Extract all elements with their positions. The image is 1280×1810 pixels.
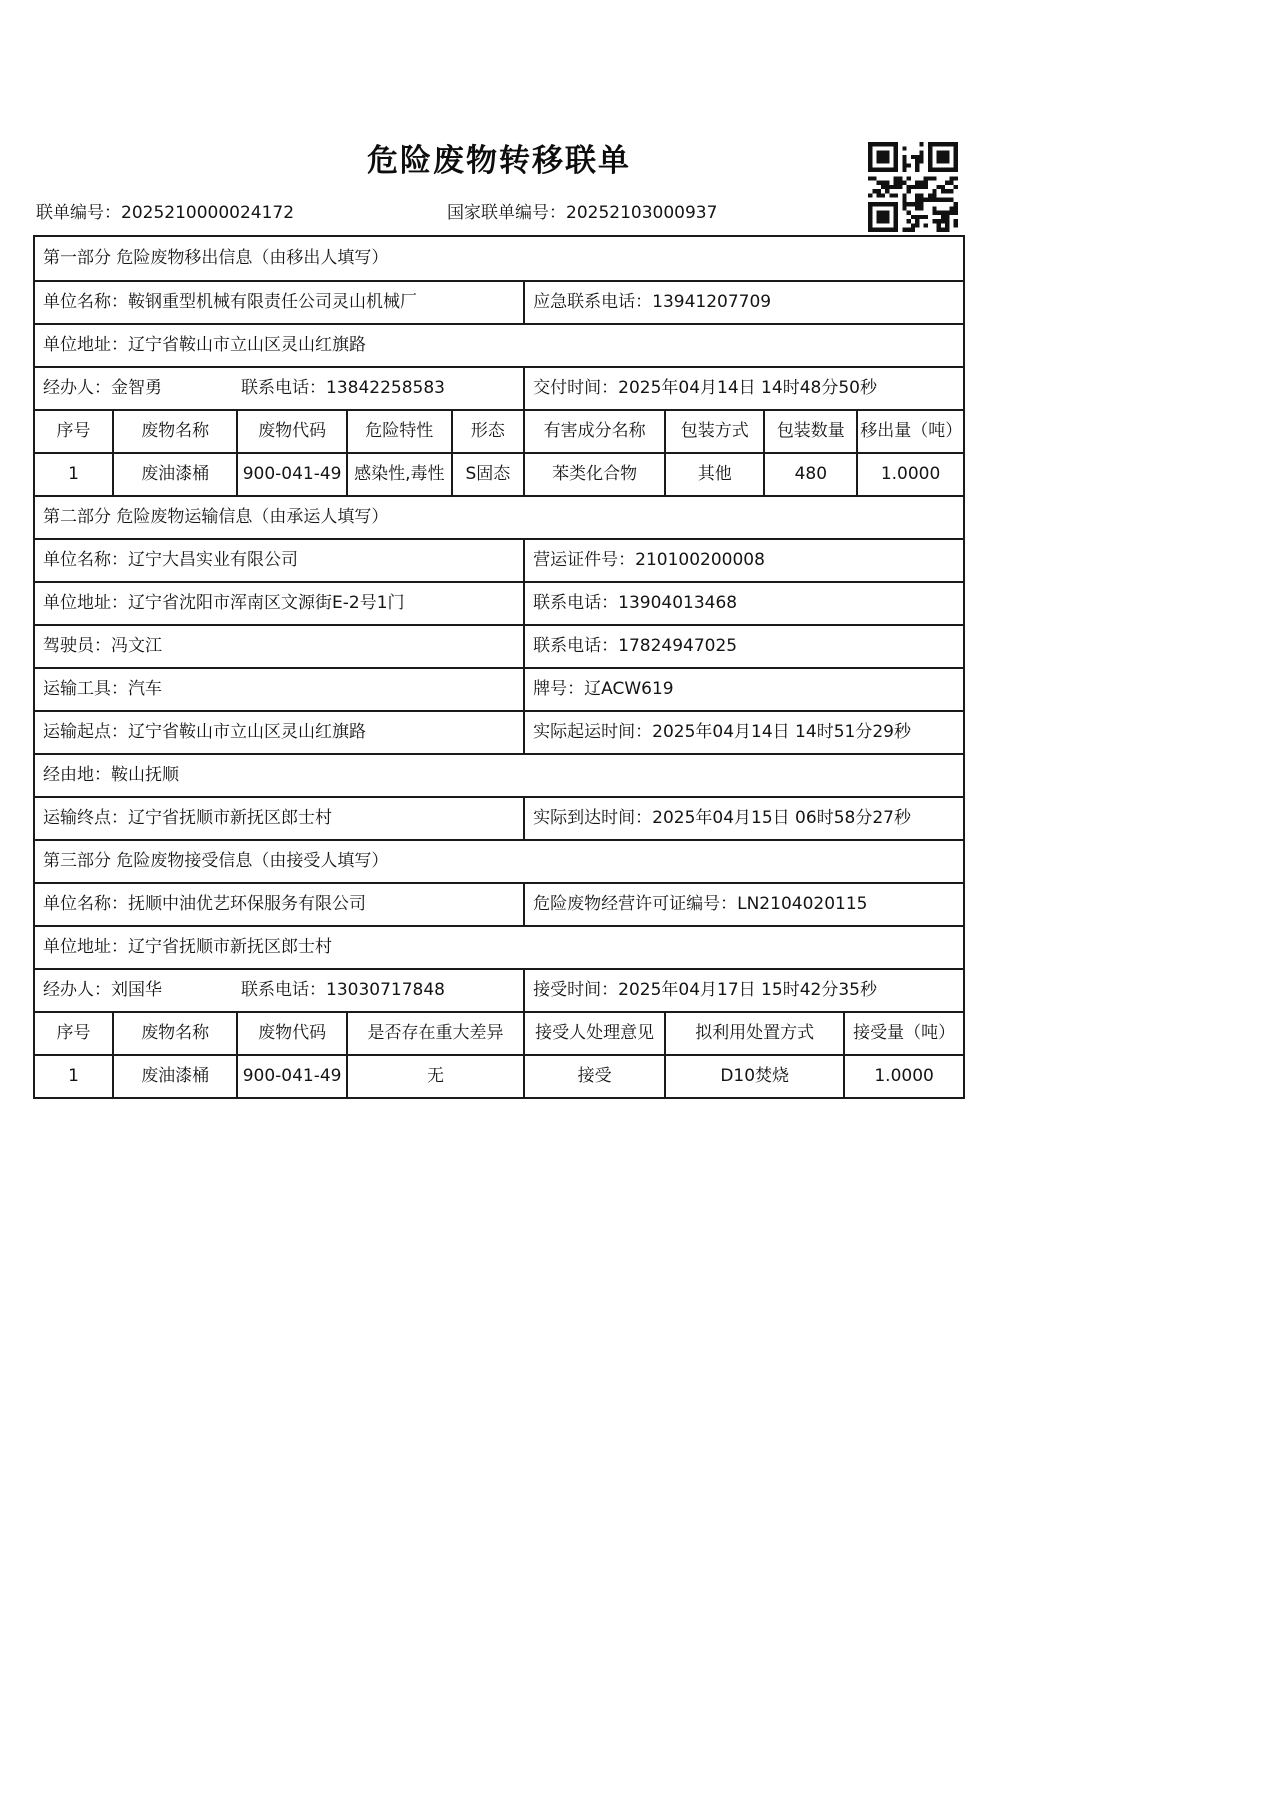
s2-destination-row	[35, 796, 963, 839]
s3-cell-discrepancy: 无	[346, 1056, 523, 1097]
s2-driver-row	[35, 624, 963, 667]
s1-header-waste-code: 废物代码	[236, 411, 346, 452]
s2-unit-row	[35, 538, 963, 581]
s2-depart-time: 实际起运时间：2025年04月14日 14时51分29秒	[523, 712, 963, 753]
s3-agent-phone: 联系电话：13030717848	[241, 979, 445, 1000]
s3-agent-cell	[35, 970, 523, 1011]
s3-cell-waste-code: 900-041-49	[236, 1056, 346, 1097]
s3-cell-disposal: D10焚烧	[664, 1056, 843, 1097]
s1-cell-amount: 1.0000	[856, 454, 963, 495]
s2-unit-name: 单位名称：辽宁大昌实业有限公司	[43, 549, 298, 570]
s1-agent: 经办人：金智勇	[43, 377, 162, 398]
s1-header-hazard: 危险特性	[346, 411, 451, 452]
s1-delivery-time: 交付时间：2025年04月14日 14时48分50秒	[523, 368, 963, 409]
s3-unit-row	[35, 882, 963, 925]
s2-address-row	[35, 581, 963, 624]
s2-via: 经由地：鞍山抚顺	[43, 764, 179, 785]
s3-unit-name: 单位名称：抚顺中油优艺环保服务有限公司	[43, 893, 366, 914]
s1-agent-phone: 联系电话：13842258583	[241, 377, 445, 398]
s1-header-waste-name: 废物名称	[112, 411, 236, 452]
page-title: 危险废物转移联单	[367, 143, 631, 179]
section1-heading-row	[35, 237, 963, 280]
section3-heading-row	[35, 839, 963, 882]
qr-code	[868, 142, 958, 232]
section3-heading: 第三部分 危险废物接受信息（由接受人填写）	[43, 850, 389, 871]
s2-address-phone: 联系电话：13904013468	[523, 583, 963, 624]
s1-header-package-qty: 包装数量	[763, 411, 856, 452]
s2-vehicle: 运输工具：汽车	[43, 678, 162, 699]
section2-heading-row	[35, 495, 963, 538]
s1-cell-component: 苯类化合物	[523, 454, 664, 495]
s3-agent: 经办人：刘国华	[43, 979, 162, 1000]
s1-header-seq: 序号	[56, 420, 91, 441]
s3-cell-amount: 1.0000	[843, 1056, 963, 1097]
s1-table-header-row	[35, 409, 963, 452]
s1-agent-cell	[35, 368, 523, 409]
s3-header-waste-code: 废物代码	[236, 1013, 346, 1054]
s3-header-discrepancy: 是否存在重大差异	[346, 1013, 523, 1054]
s3-cell-waste-name: 废油漆桶	[112, 1056, 236, 1097]
s2-driver-phone: 联系电话：17824947025	[523, 626, 963, 667]
s1-address-row	[35, 323, 963, 366]
s3-agent-row	[35, 968, 963, 1011]
s3-table-header-row	[35, 1011, 963, 1054]
section2-heading: 第二部分 危险废物运输信息（由承运人填写）	[43, 506, 389, 527]
s2-vehicle-row	[35, 667, 963, 710]
s1-cell-hazard: 感染性,毒性	[346, 454, 451, 495]
s3-header-waste-name: 废物名称	[112, 1013, 236, 1054]
s1-cell-seq: 1	[68, 463, 79, 484]
s1-header-amount: 移出量（吨）	[856, 411, 963, 452]
s1-cell-waste-code: 900-041-49	[236, 454, 346, 495]
s2-license-no: 营运证件号：210100200008	[523, 540, 963, 581]
s1-unit-row	[35, 280, 963, 323]
national-manifest-number: 国家联单编号：20252103000937	[447, 203, 718, 223]
s1-table-data-row	[35, 452, 963, 495]
s3-unit-address: 单位地址：辽宁省抚顺市新抚区郎士村	[43, 936, 332, 957]
s2-plate-no: 牌号：辽ACW619	[523, 669, 963, 710]
s3-header-disposal: 拟利用处置方式	[664, 1013, 843, 1054]
s1-cell-package: 其他	[664, 454, 763, 495]
manifest-table	[33, 235, 965, 1099]
s3-permit-no: 危险废物经营许可证编号：LN2104020115	[523, 884, 963, 925]
s3-table-data-row	[35, 1054, 963, 1097]
s1-cell-form: S固态	[451, 454, 523, 495]
s1-unit-address: 单位地址：辽宁省鞍山市立山区灵山红旗路	[43, 334, 366, 355]
s2-origin-row	[35, 710, 963, 753]
s3-address-row	[35, 925, 963, 968]
s1-header-component: 有害成分名称	[523, 411, 664, 452]
s1-cell-package-qty: 480	[763, 454, 856, 495]
s3-cell-seq: 1	[68, 1065, 79, 1086]
s3-header-seq: 序号	[56, 1022, 91, 1043]
manifest-number: 联单编号：2025210000024172	[36, 203, 295, 223]
s1-header-form: 形态	[451, 411, 523, 452]
s2-unit-address: 单位地址：辽宁省沈阳市浑南区文源街E-2号1门	[43, 592, 405, 613]
s3-header-amount: 接受量（吨）	[843, 1013, 963, 1054]
s1-unit-name: 单位名称：鞍钢重型机械有限责任公司灵山机械厂	[43, 291, 417, 312]
s2-via-row	[35, 753, 963, 796]
s2-origin: 运输起点：辽宁省鞍山市立山区灵山红旗路	[43, 721, 366, 742]
s1-cell-waste-name: 废油漆桶	[112, 454, 236, 495]
s3-header-opinion: 接受人处理意见	[523, 1013, 664, 1054]
s2-arrival-time: 实际到达时间：2025年04月15日 06时58分27秒	[523, 798, 963, 839]
s1-header-package: 包装方式	[664, 411, 763, 452]
s2-destination: 运输终点：辽宁省抚顺市新抚区郎士村	[43, 807, 332, 828]
s2-driver: 驾驶员：冯文江	[43, 635, 162, 656]
s3-cell-opinion: 接受	[523, 1056, 664, 1097]
s1-emergency-phone: 应急联系电话：13941207709	[523, 282, 963, 323]
section1-heading: 第一部分 危险废物移出信息（由移出人填写）	[43, 247, 389, 268]
s3-accept-time: 接受时间：2025年04月17日 15时42分35秒	[523, 970, 963, 1011]
s1-agent-row	[35, 366, 963, 409]
